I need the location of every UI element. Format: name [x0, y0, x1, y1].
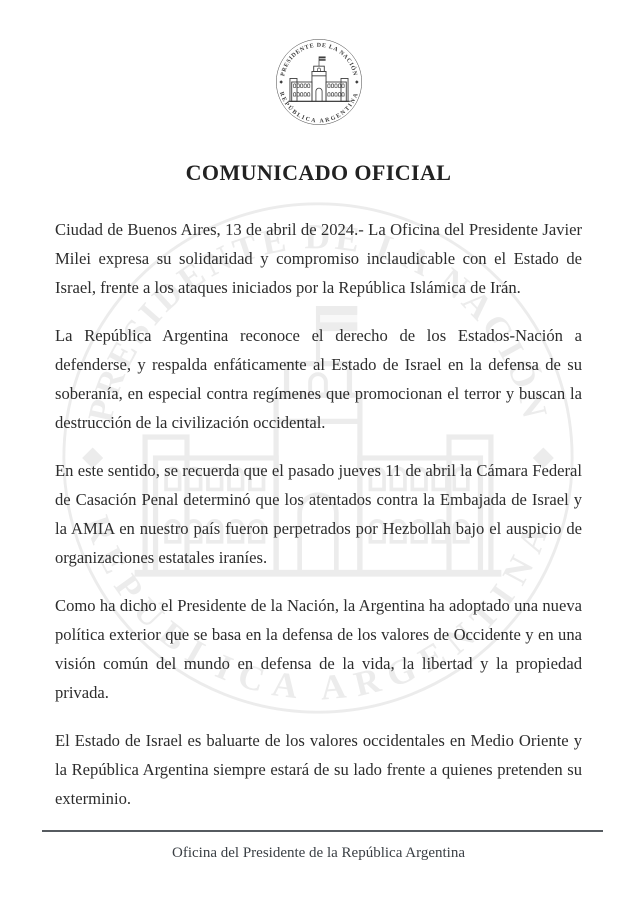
- body-paragraph-4: Como ha dicho el Presidente de la Nación, la Argentina ha adoptado una nueva política exterior que se basa en la defensa de los valores de Occidente y en una visión común del mundo en defensa de la vida, la libertad y la propiedad privada.: [55, 596, 582, 702]
- communique-body: [55, 215, 582, 813]
- body-paragraph-3: En este sentido, se recuerda que el pasado jueves 11 de abril la Cámara Federal de Casación Penal determinó que los atentados contra la Embajada de Israel y la AMIA en nuestro país fueron perpetrados por Hezbollah bajo el auspicio de organizaciones estatales iraníes.: [55, 461, 582, 567]
- body-paragraph-2: La República Argentina reconoce el derecho de los Estados-Nación a defenderse, y respalda enfáticamente al Estado de Israel en la defensa de su soberanía, en especial contra regímenes que promocionan el terror y buscan la destrucción de la civilización occidental.: [55, 326, 582, 432]
- presidential-seal-icon: [275, 38, 363, 126]
- body-paragraph-1: Ciudad de Buenos Aires, 13 de abril de 2024.- La Oficina del Presidente Javier Milei expresa su solidaridad y compromiso inclaudicable con el Estado de Israel, frente a los ataques iniciados por la República Islámica de Irán.: [55, 220, 582, 297]
- footer-divider: [42, 830, 603, 832]
- body-paragraph-5: El Estado de Israel es baluarte de los valores occidentales en Medio Oriente y la República Argentina siempre estará de su lado frente a quienes pretenden su exterminio.: [55, 731, 582, 808]
- footer-text: Oficina del Presidente de la República Argentina: [172, 845, 465, 861]
- page-title: COMUNICADO OFICIAL: [185, 160, 452, 185]
- document-header: [0, 38, 637, 126]
